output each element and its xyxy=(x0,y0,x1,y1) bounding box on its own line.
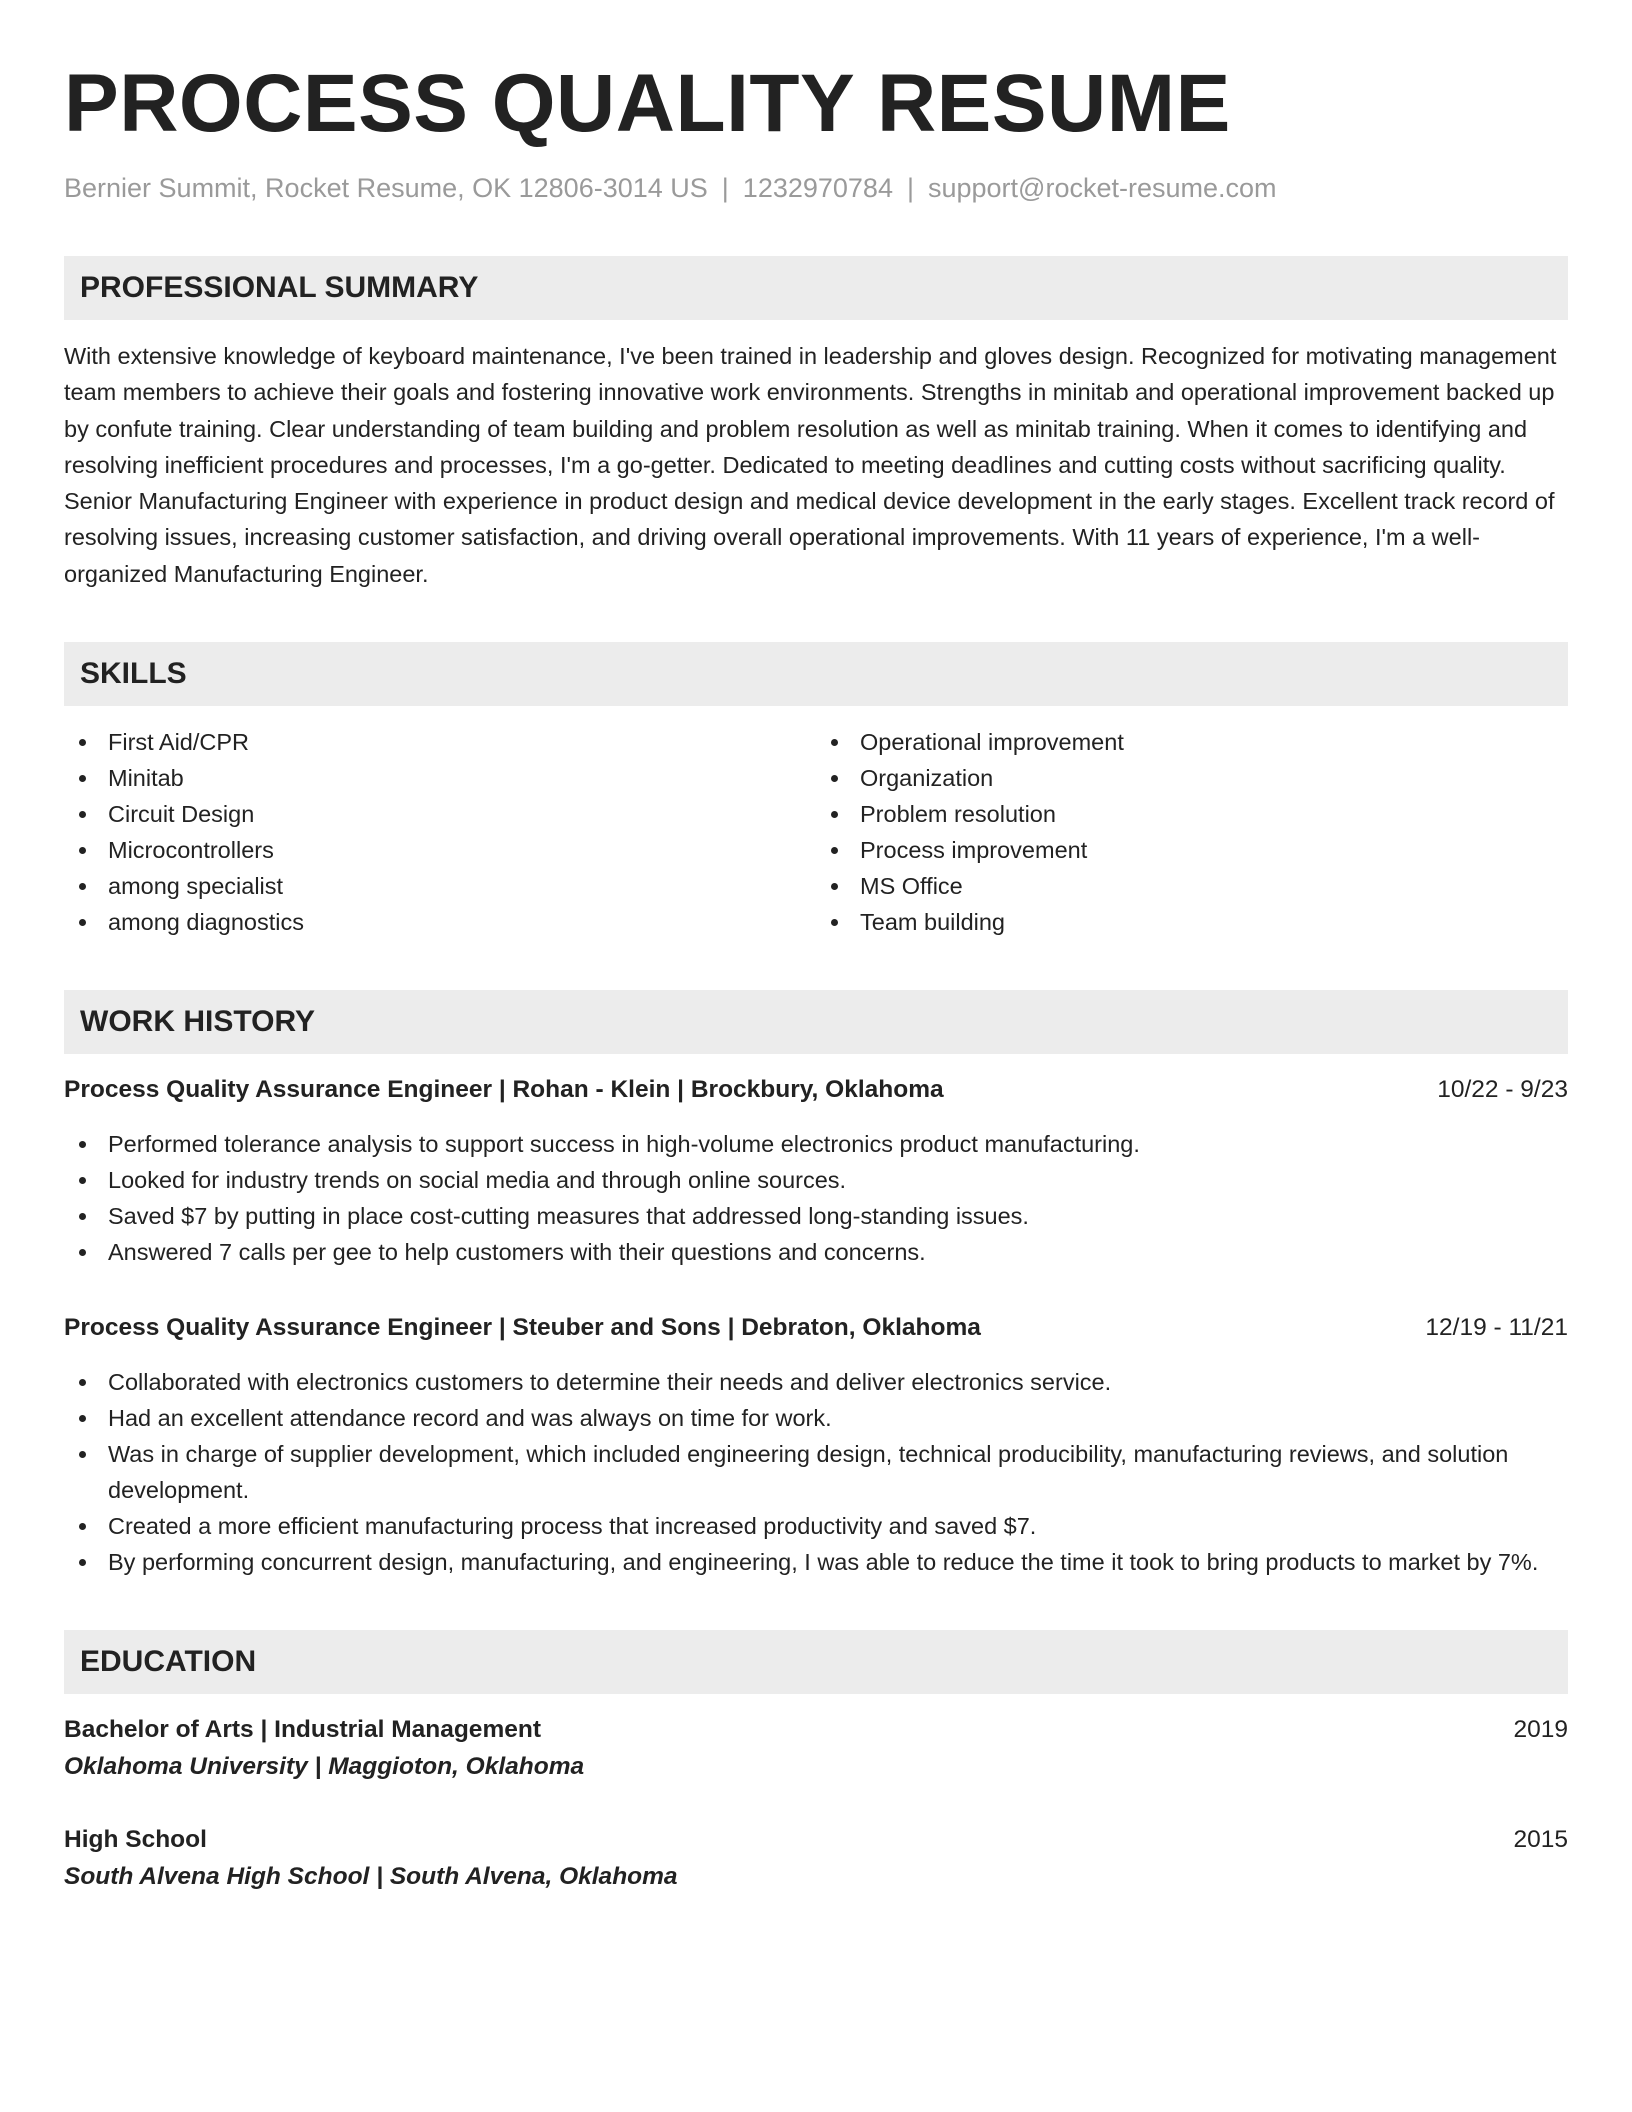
education-degree: High School xyxy=(64,1826,207,1854)
summary-text: With extensive knowledge of keyboard maintenance, I've been trained in leadership and gloves design. Recognized for motivating management team members to achieve their goals and fostering innovative work environments. Strengths in minitab and operational improvement backed up by confute training. Clear understanding of team building and problem resolution as well as minitab training. When it comes to identifying and resolving inefficient procedures and processes, I'm a go-getter. Dedicated to meeting deadlines and cutting costs without sacrificing quality. Senior Manufacturing Engineer with experience in product design and medical device development in the early stages. Excellent track record of resolving issues, increasing customer satisfaction, and driving overall operational improvements. With 11 years of experience, I'm a well-organized Manufacturing Engineer. xyxy=(64,343,1557,587)
job-header xyxy=(64,1072,1568,1108)
contact-address: Bernier Summit, Rocket Resume, OK 12806-3014 US xyxy=(64,173,708,203)
contact-separator: | xyxy=(906,173,914,203)
skill-item: Minitab xyxy=(64,760,816,796)
skill-item: among specialist xyxy=(64,868,816,904)
job-bullet: Collaborated with electronics customers to determine their needs and deliver electronics service. xyxy=(64,1364,1568,1400)
education-school: Oklahoma University | Maggioton, Oklahoma xyxy=(64,1753,585,1781)
education-year: 2019 xyxy=(1513,1716,1568,1744)
skill-item: Circuit Design xyxy=(64,796,816,832)
job-bullet: Had an excellent attendance record and was always on time for work. xyxy=(64,1400,1568,1436)
job-bullet: Looked for industry trends on social media and through online sources. xyxy=(64,1162,1568,1198)
education-degree: Bachelor of Arts | Industrial Management xyxy=(64,1716,541,1744)
job-title: Process Quality Assurance Engineer | Rohan - Klein | Brockbury, Oklahoma xyxy=(64,1076,944,1104)
skills-right-column xyxy=(816,724,1568,940)
job-entry xyxy=(64,1310,1568,1580)
contact-line xyxy=(64,170,1568,206)
contact-phone: 1232970784 xyxy=(742,173,893,203)
education-header xyxy=(64,1712,1568,1748)
job-bullet: Performed tolerance analysis to support success in high-volume electronics product manufacturing. xyxy=(64,1126,1568,1162)
resume-title: PROCESS QUALITY RESUME xyxy=(64,58,1231,149)
skill-item: Team building xyxy=(816,904,1568,940)
job-bullet: Answered 7 calls per gee to help customers with their questions and concerns. xyxy=(64,1234,1568,1270)
education-entry xyxy=(64,1712,1568,1786)
education-entry xyxy=(64,1822,1568,1896)
skill-item: Organization xyxy=(816,760,1568,796)
job-header xyxy=(64,1310,1568,1346)
skill-item: among diagnostics xyxy=(64,904,816,940)
job-bullets xyxy=(64,1364,1568,1580)
education-school: South Alvena High School | South Alvena, Oklahoma xyxy=(64,1863,678,1891)
skill-item: Process improvement xyxy=(816,832,1568,868)
skill-item: MS Office xyxy=(816,868,1568,904)
job-bullets xyxy=(64,1126,1568,1270)
contact-email: support@rocket-resume.com xyxy=(927,173,1277,203)
skills-left-column xyxy=(64,724,816,940)
job-bullet: Created a more efficient manufacturing process that increased productivity and saved $7. xyxy=(64,1508,1568,1544)
education-year: 2015 xyxy=(1513,1826,1568,1854)
job-bullet: Was in charge of supplier development, which included engineering design, technical producibility, manufacturing reviews, and solution development. xyxy=(64,1436,1568,1508)
job-dates: 10/22 - 9/23 xyxy=(1437,1076,1568,1104)
work-history-heading: WORK HISTORY xyxy=(64,990,1568,1054)
job-title: Process Quality Assurance Engineer | Steuber and Sons | Debraton, Oklahoma xyxy=(64,1314,981,1342)
job-bullet: By performing concurrent design, manufacturing, and engineering, I was able to reduce the time it took to bring products to market by 7%. xyxy=(64,1544,1568,1580)
skills-columns xyxy=(64,724,1568,940)
education-heading: EDUCATION xyxy=(64,1630,1568,1694)
skill-item: Microcontrollers xyxy=(64,832,816,868)
contact-separator: | xyxy=(721,173,729,203)
skill-item: Operational improvement xyxy=(816,724,1568,760)
summary-heading: PROFESSIONAL SUMMARY xyxy=(64,256,1568,320)
education-header xyxy=(64,1822,1568,1858)
job-bullet: Saved $7 by putting in place cost-cutting measures that addressed long-standing issues. xyxy=(64,1198,1568,1234)
skill-item: First Aid/CPR xyxy=(64,724,816,760)
job-dates: 12/19 - 11/21 xyxy=(1425,1314,1568,1342)
skill-item: Problem resolution xyxy=(816,796,1568,832)
job-entry xyxy=(64,1072,1568,1270)
skills-heading: SKILLS xyxy=(64,642,1568,706)
